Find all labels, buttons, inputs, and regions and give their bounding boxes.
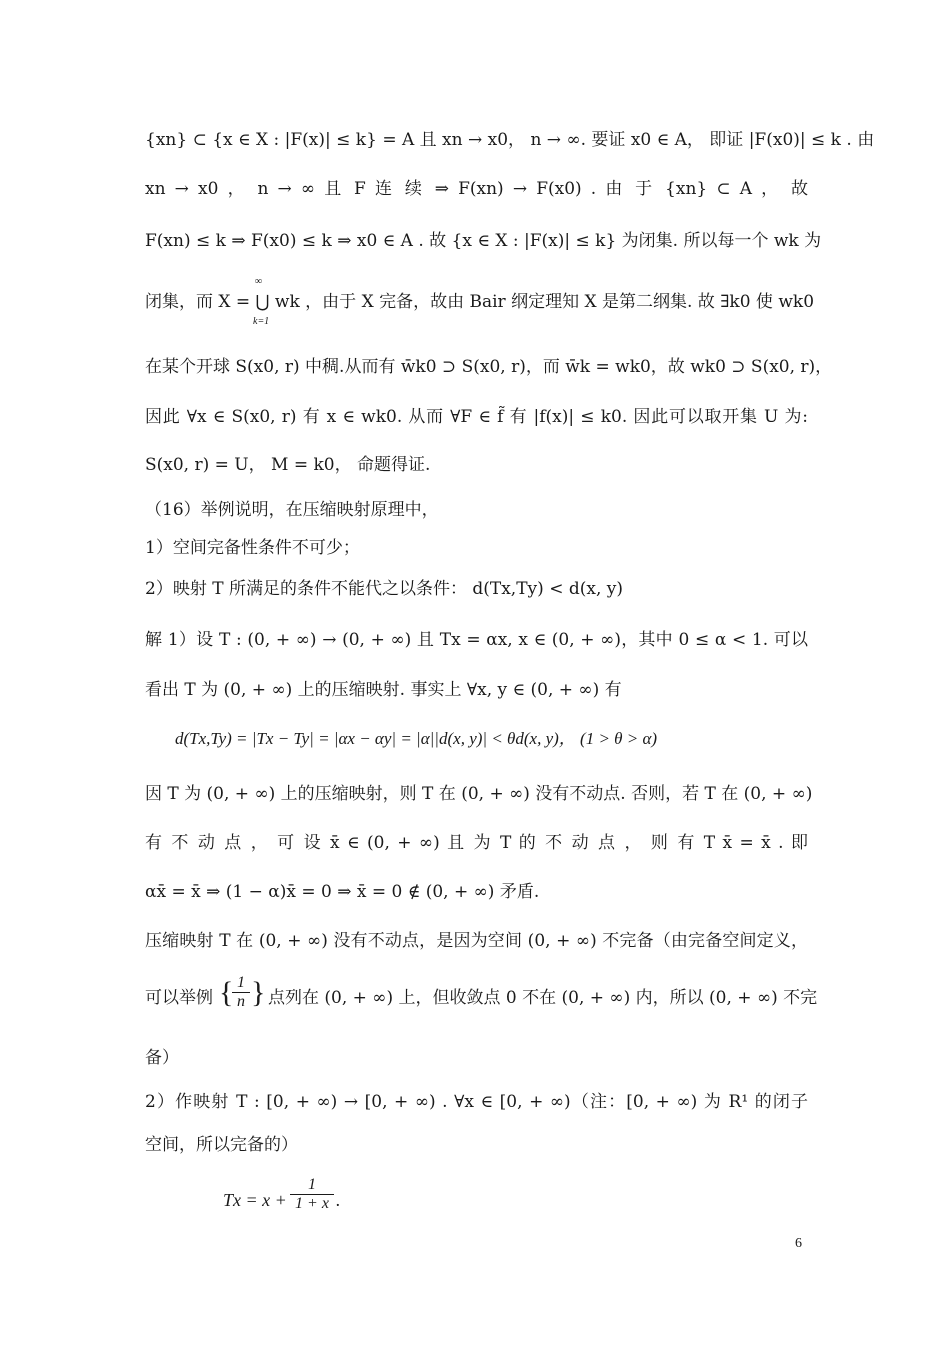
solution-line-3: 因 T 为 (0, + ∞) 上的压缩映射，则 T 在 (0, + ∞) 没有不动点. 否则，若 T 在 (0, + ∞) [145, 784, 813, 804]
condition-1: 1）空间完备性条件不可少； [145, 538, 360, 558]
one-over-n-fraction [232, 974, 250, 1011]
final-fraction-numerator: 1 [308, 1176, 316, 1193]
solution-line-7a: 可以举例 [145, 988, 213, 1008]
solution-line-2: 看出 T 为 (0, + ∞) 上的压缩映射. 事实上 ∀x, y ∈ (0, + ∞) 有 [145, 680, 622, 700]
page-number: 6 [795, 1236, 802, 1251]
solution-line-1: 解 1）设 T : (0, + ∞) → (0, + ∞) 且 Tx = αx, x ∈ (0, + ∞)，其中 0 ≤ α < 1. 可以 [145, 630, 808, 650]
solution-line-7b: 点列在 (0, + ∞) 上，但收敛点 0 不在 (0, + ∞) 内，所以 (0, + ∞) 不完 [268, 988, 818, 1008]
solution-line-8: 备） [145, 1048, 179, 1068]
final-equation-period: . [336, 1190, 341, 1210]
solution-line-9: 2）作映射 T : [0, + ∞) → [0, + ∞) . ∀x ∈ [0, + ∞)（注：[0, + ∞) 为 R¹ 的闭子 [145, 1092, 808, 1112]
solution-line-10: 空间，所以完备的） [145, 1135, 298, 1155]
fraction-numerator: 1 [237, 974, 245, 991]
problem-heading: （16）举例说明，在压缩映射原理中， [145, 500, 439, 520]
final-fraction [290, 1176, 334, 1213]
text-line-2: xn → x0 ， n → ∞ 且 F 连 续 ⇒ F(xn) → F(x0) . 由 于 {xn} ⊂ A ， 故 [145, 179, 808, 199]
text-line-1: {xn} ⊂ {x ∈ X : |F(x)| ≤ k} = A 且 xn → x0， n → ∞. 要证 x0 ∈ A， 即证 |F(x0)| ≤ k . 由 [145, 130, 875, 150]
solution-line-5: αx̄ = x̄ ⇒ (1 − α)x̄ = 0 ⇒ x̄ = 0 ∉ (0, + ∞) 矛盾. [145, 882, 540, 902]
condition-2: 2）映射 T 所满足的条件不能代之以条件： d(Tx,Ty) < d(x, y) [145, 579, 623, 599]
final-equation-lhs: Tx = x + [223, 1190, 287, 1210]
solution-line-4: 有 不 动 点 ， 可 设 x̄ ∈ (0, + ∞) 且 为 T 的 不 动 点 ， 则 有 T x̄ = x̄ . 即 [145, 833, 808, 853]
union-subscript: k=1 [253, 316, 270, 327]
text-line-6: 因此 ∀x ∈ S(x0, r) 有 x ∈ wk0. 从而 ∀F ∈ f̃ 有 |f(x)| ≤ k0. 因此可以取开集 U 为: [145, 407, 808, 427]
text-line-4: 闭集，而 X = ⋃ wk ，由于 X 完备，故由 Bair 纲定理知 X 是第二纲集. 故 ∃k0 使 wk0 [145, 292, 815, 312]
brace-left: { [219, 976, 234, 1009]
text-line-3: F(xn) ≤ k ⇒ F(x0) ≤ k ⇒ x0 ∈ A . 故 {x ∈ X : |F(x)| ≤ k} 为闭集. 所以每一个 wk 为 [145, 231, 822, 251]
fraction-denominator: n [237, 993, 245, 1010]
final-fraction-denominator: 1 + x [295, 1195, 329, 1212]
union-superscript: ∞ [255, 276, 263, 287]
text-line-5: 在某个开球 S(x0, r) 中稠.从而有 w̄k0 ⊃ S(x0, r)，而 w̄k = wk0，故 wk0 ⊃ S(x0, r)， [145, 357, 833, 377]
contraction-equation: d(Tx,Ty) = |Tx − Ty| = |αx − αy| = |α||d(x, y)| < θd(x, y)， (1 > θ > α) [175, 729, 658, 748]
text-line-7: S(x0, r) = U， M = k0， 命题得证. [145, 455, 431, 475]
solution-line-6: 压缩映射 T 在 (0, + ∞) 没有不动点，是因为空间 (0, + ∞) 不完备（由完备空间定义， [145, 931, 808, 951]
brace-right: } [251, 976, 266, 1009]
